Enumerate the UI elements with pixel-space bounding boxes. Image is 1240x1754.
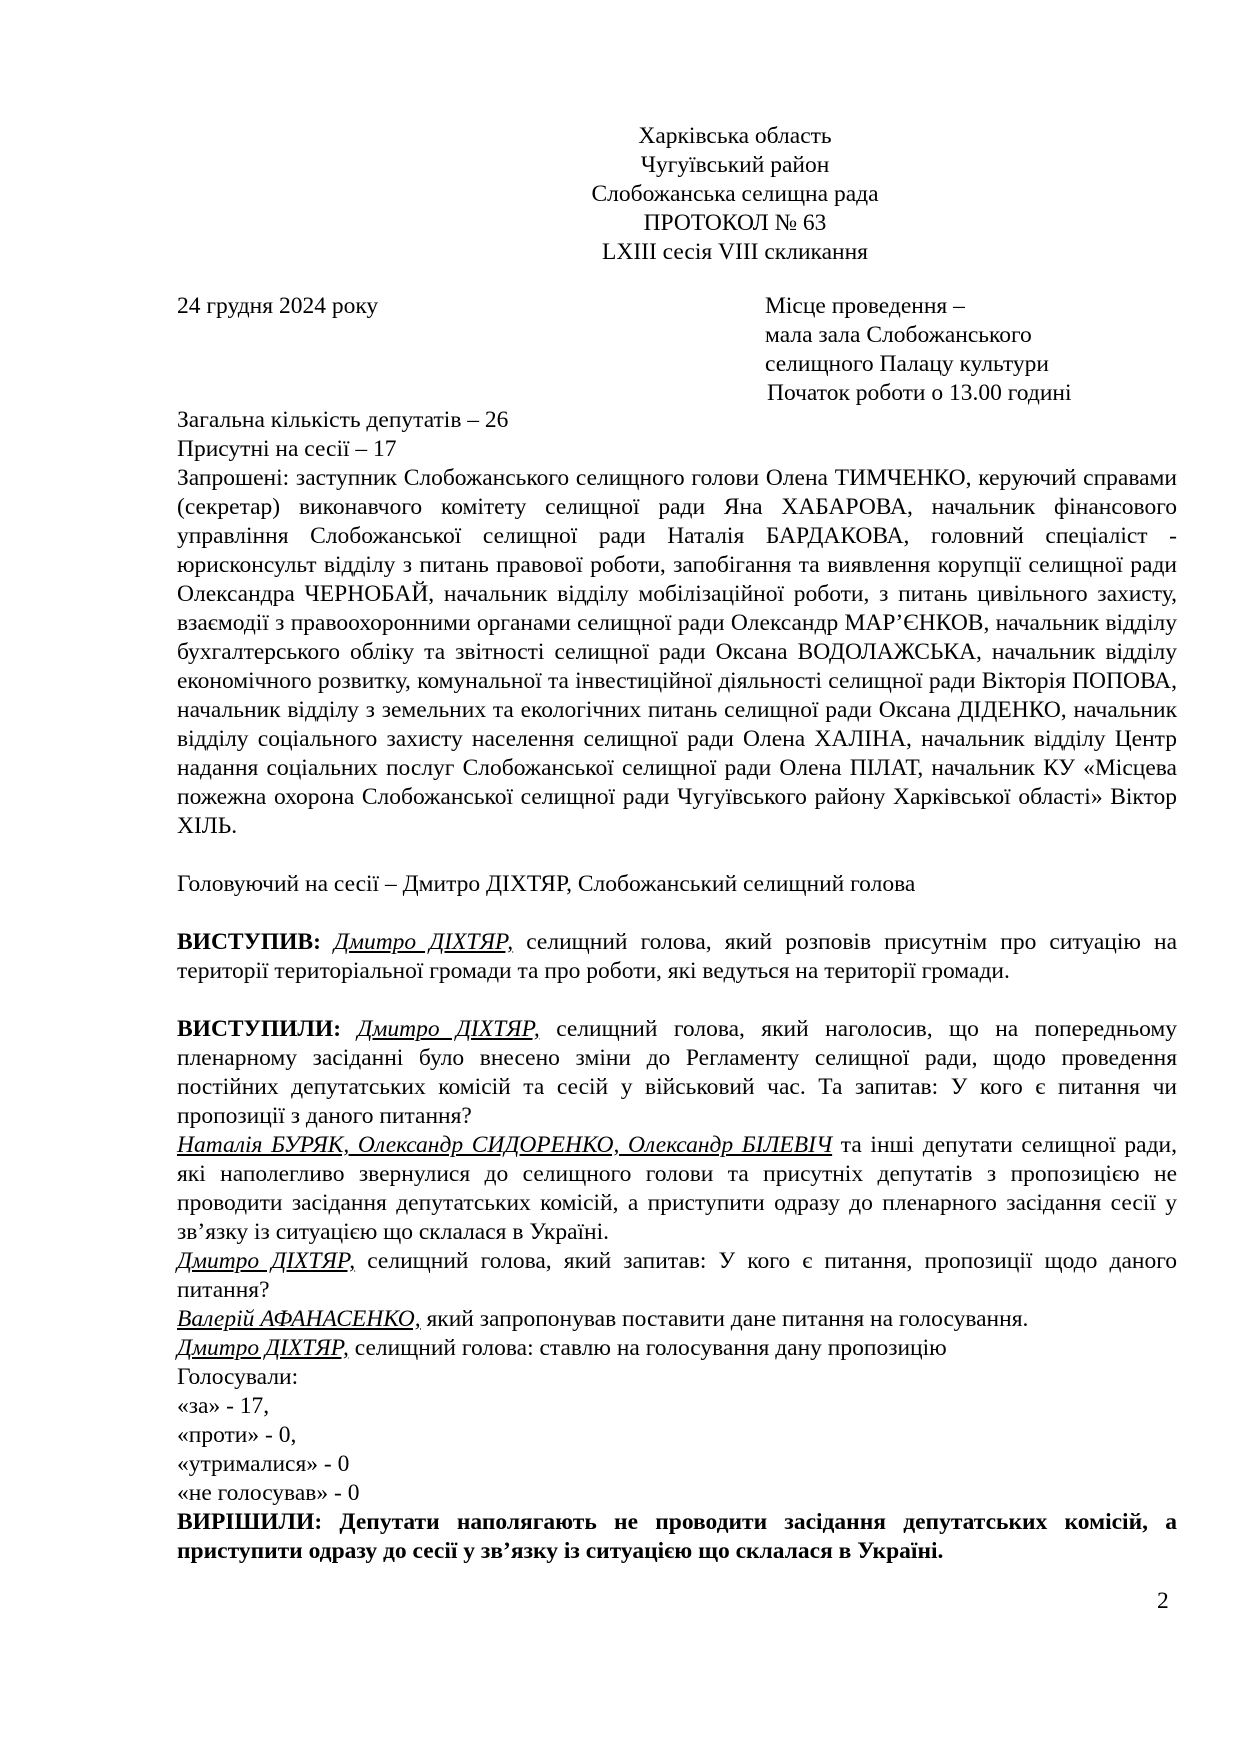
deputies-proposal xyxy=(177,1131,1177,1247)
place-line-2: мала зала Слобожанського xyxy=(765,322,1032,348)
speech-text: селищний голова, який розповів присутнім про ситуацію на території територіальної громади та про роботи, які ведуться на території громади. xyxy=(177,929,1178,984)
speaker-names: Наталія БУРЯК, Олександр СИДОРЕНКО, Олександр БІЛЕВІЧ xyxy=(177,1132,833,1158)
session-line: LXIII сесія VIII скликання xyxy=(602,239,868,265)
vote-for: «за» - 17, xyxy=(177,1393,270,1419)
district-line: Чугуївський район xyxy=(640,152,830,178)
question-text: селищний голова, який запитав: У кого є питання, пропозиції щодо даного питання? xyxy=(177,1248,1178,1303)
document-body xyxy=(177,406,1177,1566)
speech-1 xyxy=(177,928,1177,986)
place-label: Місце проведення – xyxy=(765,293,965,319)
proposal-text: та інші депутати селищної ради, які наполегливо звернулися до селищного голови та присутніх депутатів з пропозицією не проводити засідання депутатських комісій, а приступити одразу до пленарного засідання сесії у зв’язку із ситуацією що склалася в Україні. xyxy=(177,1132,1177,1245)
total-deputies: Загальна кількість депутатів – 26 xyxy=(177,407,509,433)
vote-against: «проти» - 0, xyxy=(177,1422,297,1448)
region-line: Харківська область xyxy=(638,123,832,149)
vote-call-text: селищний голова: ставлю на голосування дану пропозицію xyxy=(354,1335,947,1361)
speech-text: селищний голова, який наголосив, що на попередньому пленарному засіданні було внесено зміни до Регламенту селищної ради, щодо проведення постійних депутатських комісій та сесій у військовий час. Та запитав: У кого є питання чи пропозиції з даного питання? xyxy=(177,1016,1177,1129)
vote-abstained: «утрималися» - 0 xyxy=(177,1451,350,1477)
voting-title: Голосували: xyxy=(177,1364,299,1390)
speaker-name: Дмитро ДІХТЯР, xyxy=(177,1248,356,1274)
start-time: Початок роботи о 13.00 годині xyxy=(767,380,1072,406)
decision-text: Депутати наполягають не проводити засідання депутатських комісій, а приступити одразу до сесії у зв’язку із ситуацією що склалася в Україні. xyxy=(177,1509,1177,1564)
chair-line: Головуючий на сесії – Дмитро ДІХТЯР, Слобожанський селищний голова xyxy=(177,871,916,897)
chair-question xyxy=(177,1247,1177,1305)
present-deputies: Присутні на сесії – 17 xyxy=(177,436,397,462)
speaker-name: Дмитро ДІХТЯР, xyxy=(357,1016,540,1042)
invited-paragraph: Запрошені: заступник Слобожанського селищного голови Олена ТИМЧЕНКО, керуючий справами (секретар) виконавчого комітету селищної ради Яна ХАБАРОВА, начальник фінансового управління Слобожанської селищної ради Наталія БАРДАКОВА, головний спеціаліст - юрисконсульт відділу з питань правової роботи, запобігання та виявлення корупції селищної ради Олександра ЧЕРНОБАЙ, начальник відділу мобілізаційної роботи, з питань цивільного захисту, взаємодії з правоохоронними органами селищної ради Олександр МАР’ЄНКОВ, начальник відділу бухгалтерського обліку та звітності селищної ради Оксана ВОДОЛАЖСЬКА, начальник відділу економічного розвитку, комунальної та інвестиційної діяльності селищної ради Вікторія ПОПОВА, начальник відділу з земельних та екологічних питань селищної ради Оксана ДІДЕНКО, начальник відділу соціального захисту населення селищної ради Олена ХАЛІНА, начальник відділу Центр надання соціальних послуг Слобожанської селищної ради Олена ПІЛАТ, начальник КУ «Місцева пожежна охорона Слобожанської селищної ради Чугуївського району Харківської області» Віктор ХІЛЬ. xyxy=(177,465,1177,839)
chair-vote-call xyxy=(177,1334,1177,1363)
page-number: 2 xyxy=(1157,1588,1169,1614)
speech-label: ВИСТУПИВ: xyxy=(177,929,321,955)
vote-proposal xyxy=(177,1305,1177,1334)
council-line: Слобожанська селищна рада xyxy=(591,181,879,207)
decision-label: ВИРІШИЛИ: xyxy=(177,1509,323,1535)
speaker-name: Дмитро ДІХТЯР, xyxy=(334,929,514,955)
place-line-3: селищного Палацу культури xyxy=(765,351,1049,377)
meeting-place xyxy=(765,292,1072,408)
speaker-name: Валерій АФАНАСЕНКО, xyxy=(177,1306,421,1332)
protocol-number: ПРОТОКОЛ № 63 xyxy=(643,210,827,236)
document-header xyxy=(500,122,970,267)
speaker-name: Дмитро ДІХТЯР, xyxy=(177,1335,349,1361)
decision xyxy=(177,1508,1177,1566)
speech-label: ВИСТУПИЛИ: xyxy=(177,1016,342,1042)
speech-2 xyxy=(177,1015,1177,1131)
meeting-date: 24 грудня 2024 року xyxy=(177,293,379,319)
vote-not-voted: «не голосував» - 0 xyxy=(177,1480,360,1506)
vote-proposal-text: який запропонував поставити дане питання на голосування. xyxy=(426,1306,1029,1332)
